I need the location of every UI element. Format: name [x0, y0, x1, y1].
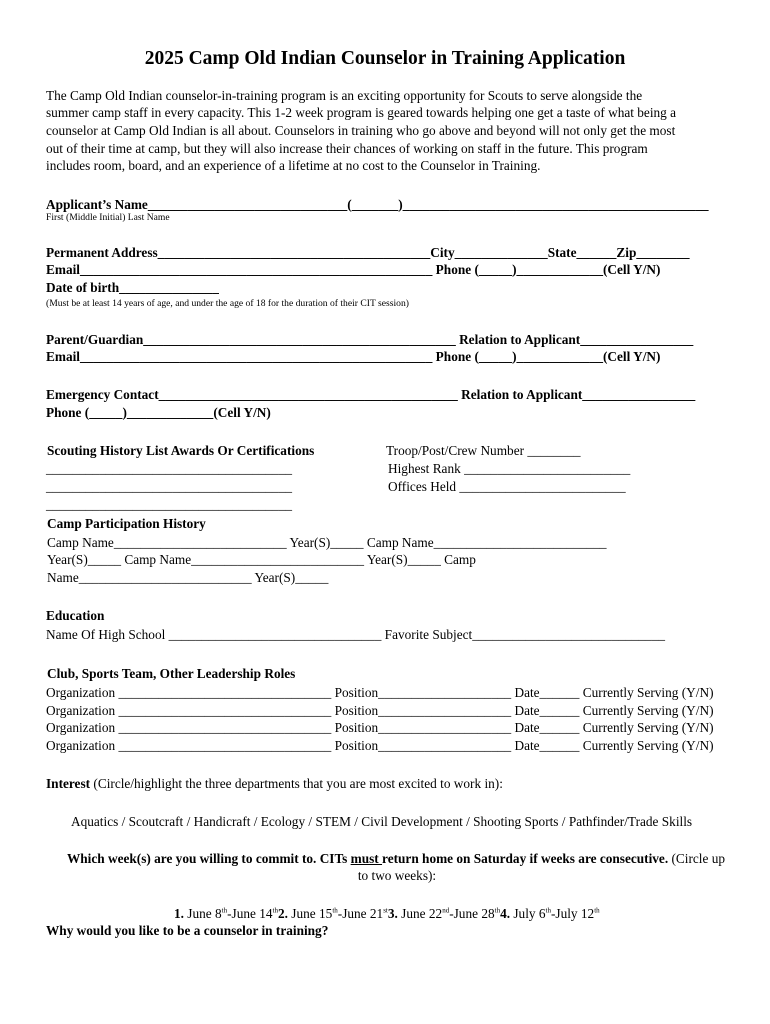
why-cit-question: Why would you like to be a counselor in training?	[46, 923, 329, 938]
week-option-3[interactable]: 3. June 22nd-June 28th	[387, 906, 501, 921]
leadership-row[interactable]: Organization ________________________________ Position____________________ Date______ Currently Serving (Y/N)	[46, 703, 714, 718]
applicant-name-hint: First (Middle Initial) Last Name	[46, 212, 170, 223]
week-options	[174, 905, 600, 922]
permanent-address-field[interactable]: Permanent Address_________________________________________City______________State______Zip________	[46, 245, 690, 260]
applicant-email-phone-field[interactable]: Email_____________________________________________________ Phone (_____)_____________(Cell Y/N)	[46, 262, 661, 277]
leadership-heading: Club, Sports Team, Other Leadership Roles	[47, 666, 296, 681]
camp-participation-heading: Camp Participation History	[47, 516, 206, 531]
troop-number-field[interactable]: Troop/Post/Crew Number ________	[386, 443, 581, 458]
intro-line: includes room, board, and an experience of a lifetime at no cost to the Counselor in Training.	[46, 158, 541, 173]
camp-history-line[interactable]: Camp Name__________________________ Year(S)_____ Camp Name__________________________	[47, 535, 607, 550]
interest-label: Interest	[46, 776, 91, 791]
scouting-history-line[interactable]: _____________________________________	[46, 461, 292, 476]
applicant-name-field[interactable]: Applicant’s Name______________________________(_______)______________________________________________	[46, 197, 709, 212]
weeks-question-bold-b: return home on Saturday if weeks are consecutive.	[382, 851, 669, 866]
weeks-question-line2: to two weeks):	[357, 868, 437, 883]
page-title: 2025 Camp Old Indian Counselor in Training Application	[144, 48, 626, 69]
date-of-birth-field[interactable]: Date of birth_______________	[46, 280, 219, 295]
high-school-field[interactable]: Name Of High School ________________________________ Favorite Subject_____________________________	[46, 627, 666, 642]
age-requirement-note: (Must be at least 14 years of age, and under the age of 18 for the duration of their CIT session)	[46, 298, 409, 309]
camp-history-line[interactable]: Name__________________________ Year(S)_____	[47, 570, 329, 585]
week-option-1[interactable]: 1. June 8th-June 14th	[174, 906, 278, 921]
week-option-2[interactable]: 2. June 15th-June 21st	[278, 906, 388, 921]
education-heading: Education	[46, 608, 105, 623]
leadership-row[interactable]: Organization ________________________________ Position____________________ Date______ Currently Serving (Y/N)	[46, 685, 714, 700]
weeks-question-bold-a: Which week(s) are you willing to commit to. CITs	[66, 851, 351, 866]
highest-rank-field[interactable]: Highest Rank _________________________	[388, 461, 631, 476]
intro-line: summer camp staff in every capacity. This 1-2 week program is geared towards helping one get a taste of what being a	[46, 105, 677, 120]
parent-email-phone-field[interactable]: Email_____________________________________________________ Phone (_____)_____________(Cell Y/N)	[46, 349, 661, 364]
department-options[interactable]: Aquatics / Scoutcraft / Handicraft / Ecology / STEM / Civil Development / Shooting Sports / Pathfinder/Trade Skills	[71, 814, 693, 829]
interest-text: (Circle/highlight the three departments that you are most excited to work in):	[90, 776, 503, 791]
emergency-phone-field[interactable]: Phone (_____)_____________(Cell Y/N)	[46, 405, 271, 420]
offices-held-field[interactable]: Offices Held _________________________	[388, 479, 626, 494]
camp-history-line[interactable]: Year(S)_____ Camp Name__________________________ Year(S)_____ Camp	[47, 552, 476, 567]
weeks-question-note: (Circle up	[668, 851, 726, 866]
scouting-history-heading: Scouting History List Awards Or Certifications	[47, 443, 315, 458]
leadership-row[interactable]: Organization ________________________________ Position____________________ Date______ Currently Serving (Y/N)	[46, 720, 714, 735]
intro-line: counselor at Camp Old Indian is all about. Counselors in training who go above and beyond will not only get the most	[46, 123, 676, 138]
parent-guardian-field[interactable]: Parent/Guardian_______________________________________________ Relation to Applicant_________________	[46, 332, 694, 347]
interest-instruction	[46, 775, 503, 792]
leadership-row[interactable]: Organization ________________________________ Position____________________ Date______ Currently Serving (Y/N)	[46, 738, 714, 753]
intro-line: out of their time at camp, but they will also increase their chances of working on staff in the future. This program	[46, 141, 648, 156]
scouting-history-line[interactable]: _____________________________________	[46, 479, 292, 494]
weeks-question	[0, 850, 770, 867]
week-option-4[interactable]: 4. July 6th-July 12th	[500, 906, 600, 921]
emergency-contact-field[interactable]: Emergency Contact_____________________________________________ Relation to Applicant_________________	[46, 387, 696, 402]
intro-line: The Camp Old Indian counselor-in-training program is an exciting opportunity for Scouts to serve alongside the	[46, 88, 643, 103]
scouting-history-line[interactable]: _____________________________________	[46, 497, 292, 512]
weeks-question-must: must	[350, 851, 383, 866]
